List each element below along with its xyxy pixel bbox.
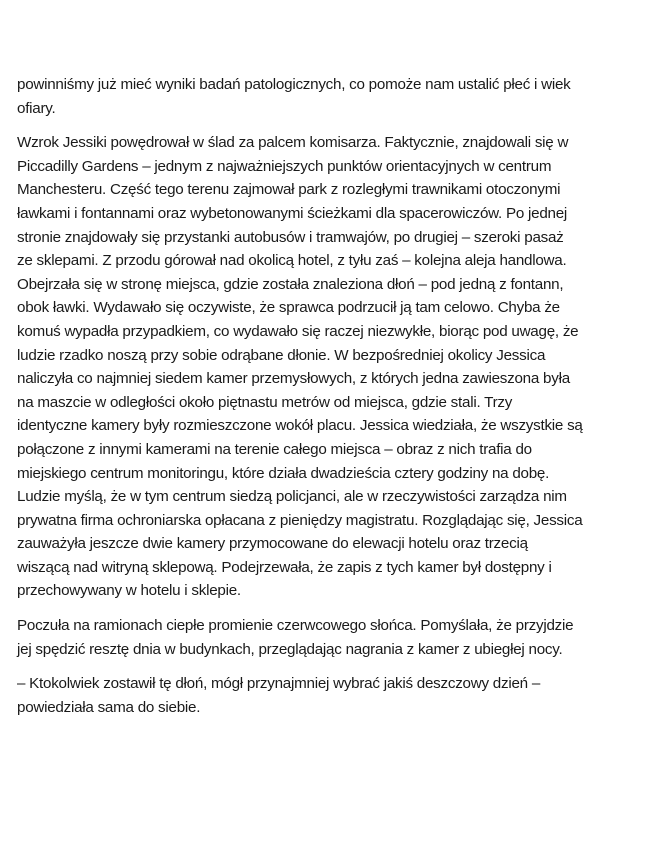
text-line: Wzrok Jessiki powędrował w ślad za palcem komisarza. Faktycznie, znajdowali się w bbox=[17, 134, 569, 152]
text-line: ławkami i fontannami oraz wybetonowanymi ścieżkami dla spacerowiczów. Po jednej bbox=[17, 204, 568, 222]
text-line: identyczne kamery były rozmieszczone wokół placu. Jessica wiedziała, że wszystkie są bbox=[17, 417, 583, 435]
text-line: wiszącą nad witryną sklepową. Podejrzewała, że zapis z tych kamer był dostępny i bbox=[17, 558, 552, 576]
paragraph bbox=[17, 614, 647, 661]
text-line: Poczuła na ramionach ciepłe promienie czerwcowego słońca. Pomyślała, że przyjdzie bbox=[17, 617, 574, 635]
text-line: – Ktokolwiek zostawił tę dłoń, mógł przynajmniej wybrać jakiś deszczowy dzień – bbox=[17, 675, 541, 693]
text-line: Ludzie myślą, że w tym centrum siedzą policjanci, ale w rzeczywistości zarządza nim bbox=[17, 488, 567, 506]
paragraph bbox=[17, 672, 647, 719]
text-line: jej spędzić resztę dnia w budynkach, przeglądając nagrania z kamer z ubiegłej nocy. bbox=[17, 640, 563, 658]
text-line: ze sklepami. Z przodu górował nad okolicą hotel, z tyłu zaś – kolejna aleja handlowa. bbox=[17, 252, 567, 270]
document-page bbox=[17, 73, 647, 730]
text-line: ofiary. bbox=[17, 99, 56, 117]
text-line: obok ławki. Wydawało się oczywiste, że sprawca podrzucił ją tam celowo. Chyba że bbox=[17, 299, 560, 317]
text-line: naliczyła co najmniej siedem kamer przemysłowych, z których jedna zawieszona była bbox=[17, 370, 570, 388]
text-line: przechowywany w hotelu i sklepie. bbox=[17, 582, 241, 600]
text-line: Piccadilly Gardens – jednym z najważniejszych punktów orientacyjnych w centrum bbox=[17, 157, 552, 175]
text-line: miejskiego centrum monitoringu, które działa dwadzieścia cztery godziny na dobę. bbox=[17, 464, 550, 482]
text-line: powinniśmy już mieć wyniki badań patologicznych, co pomoże nam ustalić płeć i wiek bbox=[17, 76, 571, 93]
text-line: na maszcie w odległości około piętnastu metrów od miejsca, gdzie stali. Trzy bbox=[17, 393, 513, 411]
text-line: Manchesteru. Część tego terenu zajmował park z rozległymi trawnikami otoczonymi bbox=[17, 181, 561, 199]
paragraph bbox=[17, 73, 647, 120]
text-line: zauważyła jeszcze dwie kamery przymocowane do elewacji hotelu oraz trzecią bbox=[17, 535, 528, 553]
paragraph bbox=[17, 131, 647, 603]
text-line: komuś wypadła przypadkiem, co wydawało się raczej niezwykłe, biorąc pod uwagę, że bbox=[17, 322, 579, 340]
text-line: Obejrzała się w stronę miejsca, gdzie została znaleziona dłoń – pod jedną z fontann, bbox=[17, 275, 564, 293]
text-line: prywatna firma ochroniarska opłacana z pieniędzy magistratu. Rozglądając się, Jessica bbox=[17, 511, 583, 529]
text-line: stronie znajdowały się przystanki autobusów i tramwajów, po drugiej – szeroki pasaż bbox=[17, 228, 564, 246]
text-line: ludzie rzadko noszą przy sobie odrąbane dłonie. W bezpośredniej okolicy Jessica bbox=[17, 346, 546, 364]
text-line: połączone z innymi kamerami na terenie całego miejsca – obraz z nich trafia do bbox=[17, 440, 532, 458]
text-line: powiedziała sama do siebie. bbox=[17, 698, 201, 716]
